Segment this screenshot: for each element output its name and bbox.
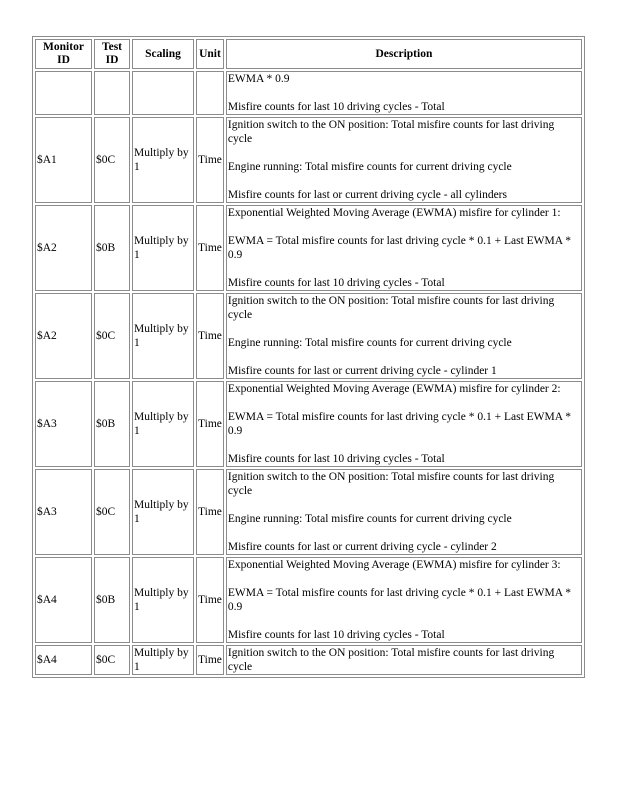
unit-cell: Time	[196, 205, 224, 291]
scaling-cell: Multiply by 1	[132, 117, 194, 203]
header-unit: Unit	[196, 39, 224, 69]
description-line: Engine running: Total misfire counts for current driving cycle	[227, 513, 512, 525]
description-line: Exponential Weighted Moving Average (EWMA) misfire for cylinder 3:	[227, 559, 561, 571]
unit-cell	[196, 71, 224, 115]
description-line: Misfire counts for last 10 driving cycles - Total	[227, 277, 445, 289]
header-test-id: Test ID	[94, 39, 130, 69]
scaling-cell: Multiply by 1	[132, 293, 194, 379]
description-cell	[226, 557, 582, 643]
scaling-cell: Multiply by 1	[132, 469, 194, 555]
table-row	[35, 205, 582, 291]
unit-cell: Time	[196, 293, 224, 379]
unit-cell: Time	[196, 381, 224, 467]
description-line: Misfire counts for last or current driving cycle - cylinder 1	[227, 365, 497, 377]
test-id-cell: $0B	[94, 205, 130, 291]
monitor-id-cell: $A4	[35, 557, 92, 643]
description-line: Ignition switch to the ON position: Total misfire counts for last driving cycle	[227, 295, 555, 321]
monitor-id-cell: $A2	[35, 205, 92, 291]
description-line: EWMA = Total misfire counts for last driving cycle * 0.1 + Last EWMA * 0.9	[227, 411, 572, 437]
description-line: Misfire counts for last 10 driving cycles - Total	[227, 629, 445, 641]
unit-cell: Time	[196, 557, 224, 643]
scaling-cell: Multiply by 1	[132, 645, 194, 675]
description-line: Engine running: Total misfire counts for current driving cycle	[227, 337, 512, 349]
monitor-id-cell: $A1	[35, 117, 92, 203]
monitor-id-cell: $A4	[35, 645, 92, 675]
table-row	[35, 381, 582, 467]
description-line: Ignition switch to the ON position: Total misfire counts for last driving cycle	[227, 647, 555, 673]
test-id-cell: $0C	[94, 293, 130, 379]
table-header-row	[35, 39, 582, 69]
test-id-cell	[94, 71, 130, 115]
monitor-id-cell: $A3	[35, 381, 92, 467]
monitor-id-cell: $A3	[35, 469, 92, 555]
description-cell	[226, 117, 582, 203]
description-line: Exponential Weighted Moving Average (EWMA) misfire for cylinder 2:	[227, 383, 561, 395]
test-id-cell: $0C	[94, 645, 130, 675]
unit-cell: Time	[196, 645, 224, 675]
description-line: Exponential Weighted Moving Average (EWMA) misfire for cylinder 1:	[227, 207, 561, 219]
scaling-cell: Multiply by 1	[132, 381, 194, 467]
description-cell	[226, 205, 582, 291]
monitor-id-cell	[35, 71, 92, 115]
description-cell	[226, 381, 582, 467]
description-line: Ignition switch to the ON position: Total misfire counts for last driving cycle	[227, 471, 555, 497]
header-description: Description	[226, 39, 582, 69]
scaling-cell	[132, 71, 194, 115]
description-cell	[226, 293, 582, 379]
description-line: Engine running: Total misfire counts for current driving cycle	[227, 161, 512, 173]
unit-cell: Time	[196, 117, 224, 203]
description-line: Misfire counts for last or current driving cycle - cylinder 2	[227, 541, 497, 553]
test-id-cell: $0B	[94, 381, 130, 467]
table-body	[35, 71, 582, 675]
description-cell	[226, 71, 582, 115]
description-cell	[226, 469, 582, 555]
description-cell	[226, 645, 582, 675]
monitor-id-cell: $A2	[35, 293, 92, 379]
header-scaling: Scaling	[132, 39, 194, 69]
description-line: Misfire counts for last or current driving cycle - all cylinders	[227, 189, 507, 201]
table-row	[35, 293, 582, 379]
description-line: Misfire counts for last 10 driving cycles - Total	[227, 101, 445, 113]
description-line: EWMA = Total misfire counts for last driving cycle * 0.1 + Last EWMA * 0.9	[227, 235, 572, 261]
monitor-test-table	[32, 36, 585, 678]
description-line: EWMA = Total misfire counts for last driving cycle * 0.1 + Last EWMA * 0.9	[227, 587, 572, 613]
scaling-cell: Multiply by 1	[132, 557, 194, 643]
description-line: Misfire counts for last 10 driving cycles - Total	[227, 453, 445, 465]
description-line: EWMA * 0.9	[227, 73, 290, 85]
unit-cell: Time	[196, 469, 224, 555]
test-id-cell: $0B	[94, 557, 130, 643]
test-id-cell: $0C	[94, 117, 130, 203]
scaling-cell: Multiply by 1	[132, 205, 194, 291]
header-monitor-id: Monitor ID	[35, 39, 92, 69]
description-line: Ignition switch to the ON position: Total misfire counts for last driving cycle	[227, 119, 555, 145]
test-id-cell: $0C	[94, 469, 130, 555]
table-row	[35, 645, 582, 675]
table-row	[35, 469, 582, 555]
table-row	[35, 557, 582, 643]
table-row	[35, 71, 582, 115]
table-row	[35, 117, 582, 203]
